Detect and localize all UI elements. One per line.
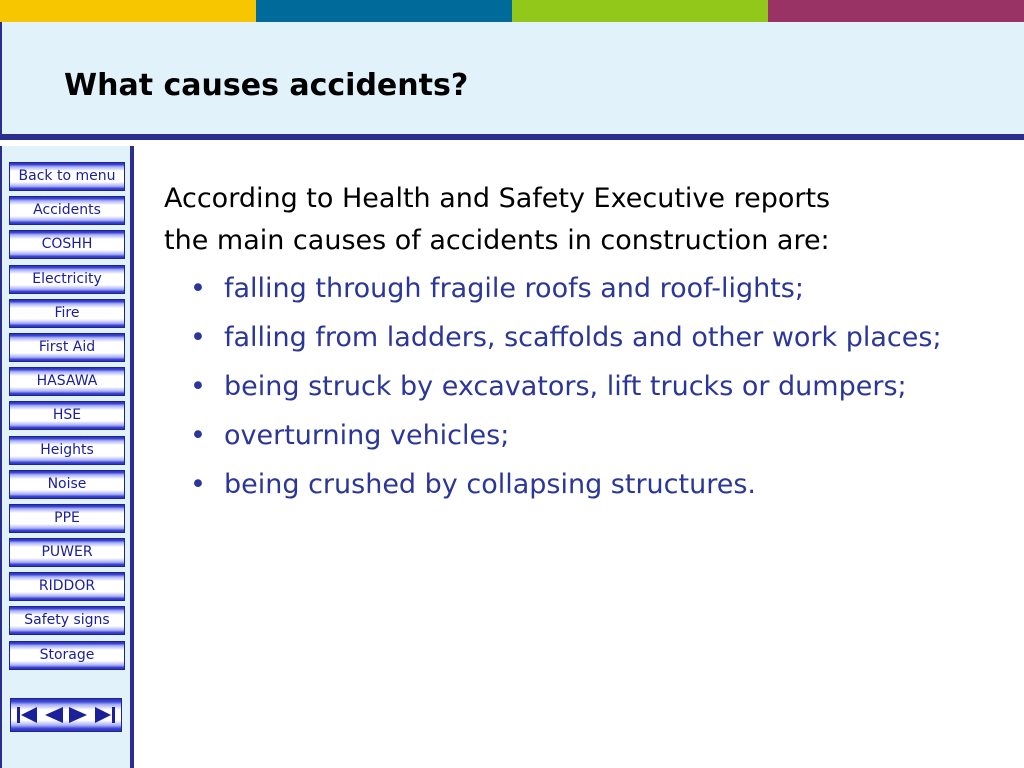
page-title: What causes accidents? <box>64 68 469 103</box>
nav-hse-button[interactable]: HSE <box>9 401 125 430</box>
bullet-icon: • <box>190 420 206 451</box>
slide-navigation-controls <box>10 698 122 732</box>
list-item-text: falling through fragile roofs and roof-lights; <box>224 273 804 304</box>
intro-line-2: the main causes of accidents in construction are: <box>164 225 830 256</box>
first-slide-icon[interactable] <box>15 704 39 726</box>
list-item-text: overturning vehicles; <box>224 420 510 451</box>
color-strip-purple <box>768 0 1024 22</box>
nav-first-aid-button[interactable]: First Aid <box>9 333 125 362</box>
bullet-icon: • <box>190 371 206 402</box>
nav-safety-signs-button[interactable]: Safety signs <box>9 606 125 635</box>
nav-fire-button[interactable]: Fire <box>9 299 125 328</box>
color-strip-yellow <box>0 0 256 22</box>
list-item <box>164 415 964 457</box>
nav-noise-button[interactable]: Noise <box>9 470 125 499</box>
sidebar <box>0 146 134 768</box>
nav-back-to-menu-button[interactable]: Back to menu <box>9 162 125 191</box>
list-item-text: being struck by excavators, lift trucks or dumpers; <box>224 371 907 402</box>
last-slide-icon[interactable] <box>93 704 117 726</box>
list-item-text: falling from ladders, scaffolds and other work places; <box>224 322 942 353</box>
nav-heights-button[interactable]: Heights <box>9 436 125 465</box>
nav-accidents-button[interactable]: Accidents <box>9 196 125 225</box>
sidebar-nav <box>9 162 125 675</box>
nav-ppe-button[interactable]: PPE <box>9 504 125 533</box>
title-bar <box>0 22 1024 140</box>
list-item <box>164 366 964 408</box>
list-item <box>164 268 964 310</box>
bullet-icon: • <box>190 273 206 304</box>
color-strip <box>0 0 1024 22</box>
causes-list <box>164 268 964 506</box>
bullet-icon: • <box>190 322 206 353</box>
bullet-icon: • <box>190 469 206 500</box>
nav-hasawa-button[interactable]: HASAWA <box>9 367 125 396</box>
nav-coshh-button[interactable]: COSHH <box>9 230 125 259</box>
previous-slide-icon[interactable] <box>41 704 65 726</box>
list-item <box>164 317 964 359</box>
intro-line-1: According to Health and Safety Executive reports <box>164 183 831 214</box>
nav-riddor-button[interactable]: RIDDOR <box>9 572 125 601</box>
list-item <box>164 464 964 506</box>
intro-text <box>164 178 964 262</box>
nav-storage-button[interactable]: Storage <box>9 641 125 670</box>
list-item-text: being crushed by collapsing structures. <box>224 469 756 500</box>
nav-electricity-button[interactable]: Electricity <box>9 265 125 294</box>
nav-puwer-button[interactable]: PUWER <box>9 538 125 567</box>
slide-content <box>164 178 964 513</box>
color-strip-green <box>512 0 768 22</box>
color-strip-blue <box>256 0 512 22</box>
next-slide-icon[interactable] <box>67 704 91 726</box>
